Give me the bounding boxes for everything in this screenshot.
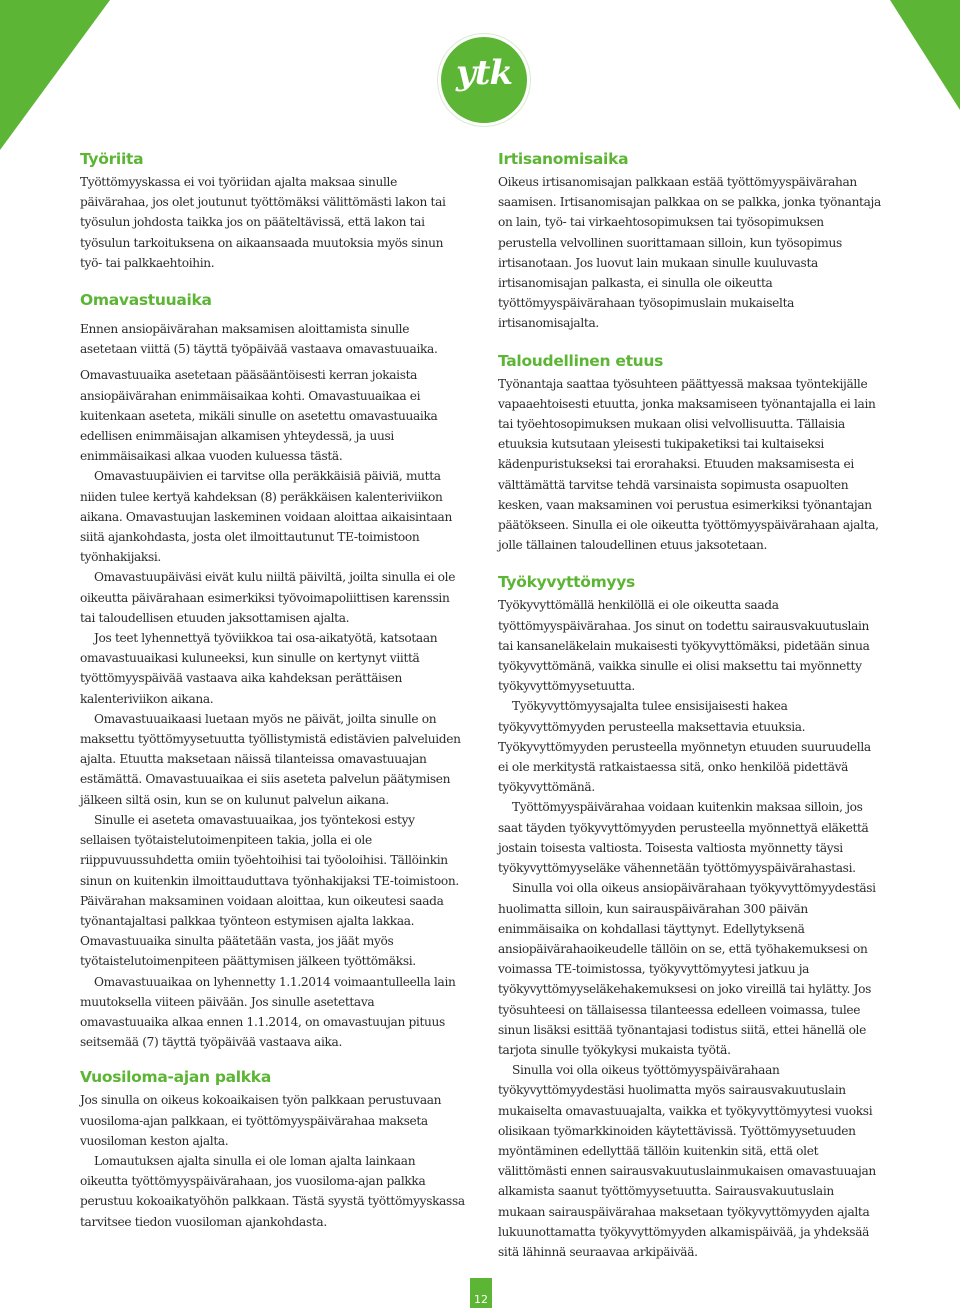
heading-tyokyvyttomyys: Työkyvyttömyys	[498, 573, 635, 592]
paragraph: Työkyvyttömällä henkilöllä ei ole oikeutta saada työttömyyspäivärahaa. Jos sinut on todettu sairausvakuutuslain tai kansaneläkelain mukaisesti työkyvyttömäksi, pidetään sinua työkyvyttömänä, vaikka sinulle ei olisi maksettu tai myönnetty työkyvyttömyysetuutta.	[498, 598, 870, 694]
heading-vuosiloma-ajan-palkka: Vuosiloma-ajan palkka	[80, 1068, 271, 1087]
paragraph: Omavastuupäiväsi eivät kulu niiltä päiviltä, joilta sinulla ei ole oikeutta päivärahaan esimerkiksi työvoimapoliittisen karenssin tai taloudellisen etuuden jaksottamisen ajalta.	[80, 570, 456, 625]
page-number-tab	[470, 1278, 492, 1308]
corner-decoration-top-left	[0, 0, 110, 150]
paragraph: Oikeus irtisanomisajan palkkaan estää työttömyyspäivärahan saamisen. Irtisanomisajan palkkaa on se palkka, jonka työnantaja on lain, työ- tai virkaehtosopimuksen tai työsopimuksen perustella velvollinen suorittamaan silloin, kun työsopimus irtisanotaan. Jos luovut lain mukaan sinulle kuuluvasta irtisanomisajan palkasta, ei sinulla ole oikeutta työttömyyspäivärahaan työsopimuslain mukaiselta irtisanomisajalta.	[498, 175, 881, 331]
section-omavastuuaika	[80, 289, 465, 1052]
section-tyokyvyttomyys	[498, 571, 883, 1262]
paragraph: Jos sinulla on oikeus kokoaikaisen työn palkkaan perustuvaan vuosiloma-ajan palkkaan, ei työttömyyspäivärahaa makseta vuosiloman keston ajalta.	[80, 1093, 442, 1148]
heading-tyoriita: Työriita	[80, 150, 144, 168]
corner-decoration-top-right	[890, 0, 960, 110]
paragraph: Ennen ansiopäivärahan maksamisen aloittamista sinulle asetetaan viittä (5) täyttä työpäivää vastaava omavastuuaika.	[80, 322, 438, 357]
heading-taloudellinen-etuus: Taloudellinen etuus	[498, 351, 664, 370]
paragraph: Omavastuupäivien ei tarvitse olla peräkkäisiä päiviä, mutta niiden tulee kertyä kahdeksan (8) peräkkäisen kalenteriviikon aikana. Omavastuujan laskeminen voidaan aloittaa aikaisintaan siitä ajankohdasta, josta olet ilmoittautunut TE-toimistoon työnhakijaksi.	[80, 469, 452, 565]
paragraph: Työnantaja saattaa työsuhteen päättyessä maksaa työntekijälle vapaaehtoisesti etuutta, jonka maksamiseen työnantajalla ei lain tai työehtosopimuksen mukaan olisi velvollisuutta. Tällaisia etuuksia kutsutaan yleisesti tukipaketiksi tai kultaiseksi kädenpuristukseksi tai erorahaksi. Etuuden maksamisesta ei välttämättä tarvitse tehdä varsinaista sopimusta osapuolten kesken, vaan maksaminen voi perustua esimerkiksi työnantajan päätökseen. Sinulla ei ole oikeutta työttömyyspäivärahaan ajalta, jolle tällainen taloudellinen etuus jaksotetaan.	[498, 376, 879, 553]
section-taloudellinen-etuus	[498, 350, 883, 556]
paragraph: Sinulla voi olla oikeus työttömyyspäivärahaan työkyvyttömyydestäsi huolimatta myös sairausvakuutuslain mukaiselta omavastuuajalta, vaikka et työkyvyttömyytesi vuoksi olisikaan työmarkkinoiden käytettävissä. Työttömyysetuuden myöntäminen edellyttää tällöin kuitenkin sitä, että olet välittömästi ennen sairausvakuutuslainmukaisen omavastuuajan alkamista saanut työttömyysetuutta. Sairausvakuutuslain mukaan sairauspäivärahaa maksetaan työkyvyttömyyden ajalta lukuunottamatta työkyvyttömyyden alkamispäivää, ja yhdeksää sitä lähinnä seuraavaa arkipäivää.	[498, 1063, 876, 1259]
paragraph: Omavastuuaika asetetaan pääsääntöisesti kerran jokaista ansiopäivärahan enimmäisaikaa kohti. Omavastuuaikaa ei kuitenkaan aseteta, mikäli sinulle on asetettu omavastuuaika edellisen enimmäisajan alkamisen yhteydessä, ja uusi enimmäisaikasi alkaa vuoden kuluessa tästä.	[80, 368, 438, 464]
paragraph: Sinulla voi olla oikeus ansiopäivärahaan työkyvyttömyydestäsi huolimatta silloin, kun sairauspäivärahan 300 päivän enimmäisaika on kohdallasi täyttynyt. Edellytyksenä ansiopäivärahaoikeudelle tällöin on se, että työhakemuksesi on voimassa TE-toimistossa, työkyvyttömyytesi jatkuu ja työkyvyttömyyseläkehakemuksesi on joko vireillä tai hylätty. Jos työsuhteesi on tällaisessa tilanteessa edelleen voimassa, tulee sinun lisäksi esittää työnantajasi todistus siitä, ettei hänellä ole tarjota sinulle työkykysi mukaista työtä.	[498, 881, 876, 1057]
page-number: 12	[474, 1293, 488, 1306]
paragraph: Omavastuuaikaa on lyhennetty 1.1.2014 voimaantulleella lain muutoksella viiteen päivään. Jos sinulle asetettava omavastuuaika alkaa ennen 1.1.2014, on omavastuujan pituus seitsemää (7) täyttä työpäivää vastaava aika.	[80, 974, 456, 1050]
paragraph: Jos teet lyhennettyä työviikkoa tai osa-aikatyötä, katsotaan omavastuuaikasi kuluneeksi, kun sinulle on kertynyt viittä työttömyyspäivää vastaava aika kahdeksan perättäisen kalenteriviikon aikana.	[80, 631, 438, 706]
right-column	[498, 148, 883, 1262]
section-vuosiloma-ajan-palkka	[80, 1066, 465, 1231]
section-tyoriita	[80, 148, 465, 273]
ytk-logo	[438, 34, 530, 126]
logo-text: ytk	[455, 53, 513, 93]
heading-omavastuuaika: Omavastuuaika	[80, 291, 212, 310]
paragraph: Sinulle ei aseteta omavastuuaikaa, jos työntekosi estyy sellaisen työtaistelutoimenpiteen takia, jolla ei ole riippuvuussuhdetta omiin työehtoihisi tai työoloihisi. Tällöinkin sinun on kuitenkin ilmoittauduttava työnhakijaksi TE-toimistoon. Päivärahan maksaminen voidaan aloittaa, kun oikeutesi saada työnantajaltasi palkkaa työnteon estymisen ajalta lakkaa. Omavastuuaika sinulta päätetään vasta, jos jäät myös työtaistelutoimenpiteen päättymisen jälkeen työttömäksi.	[80, 812, 459, 969]
paragraph: Työttömyyskassa ei voi työriidan ajalta maksaa sinulle päivärahaa, jos olet joutunut työttömäksi välittömästi lakon tai työsulun johdosta taikka jos on pääteltävissä, että lakon tai työsulun tarkoituksena on aikaansaada muutoksia myös sinun työ- tai palkkaehtoihin.	[80, 175, 446, 270]
paragraph: Työttömyyspäivärahaa voidaan kuitenkin maksaa silloin, jos saat täyden työkyvyttömyyden perusteella myönnettyä eläkettä jostain toisesta valtiosta. Toisesta valtiosta myönnetty täysi työkyvyttömyyseläke vähennetään työttömyyspäivärahastasi.	[498, 800, 869, 876]
paragraph: Työkyvyttömyysajalta tulee ensisijaisesti hakea työkyvyttömyyden perusteella maksettavia etuuksia. Työkyvyttömyyden perusteella myönnetyn etuuden suuruudella ei ole merkitystä ratkaistaessa sitä, onko henkilöä pidettävä työkyvyttömänä.	[498, 699, 871, 795]
left-column	[80, 148, 465, 1232]
heading-irtisanomisaika: Irtisanomisaika	[498, 150, 629, 168]
paragraph: Lomautuksen ajalta sinulla ei ole loman ajalta lainkaan oikeutta työttömyyspäivärahaan, jos vuosiloma-ajan palkka perustuu kokoaikatyöhön palkkaan. Tästä syystä työttömyyskassa tarvitsee tiedon vuosiloman ajankohdasta.	[80, 1153, 465, 1229]
section-irtisanomisaika	[498, 148, 883, 334]
paragraph: Omavastuuaikaasi luetaan myös ne päivät, joilta sinulle on maksettu työttömyysetuutta työllistymistä edistävien palveluiden ajalta. Etuutta maksetaan näissä tilanteissa omavastuuajan estämättä. Omavastuuaikaa ei siis aseteta palvelun päätymisen jälkeen siltä osin, kun se on kulunut palvelun aikana.	[80, 711, 461, 807]
